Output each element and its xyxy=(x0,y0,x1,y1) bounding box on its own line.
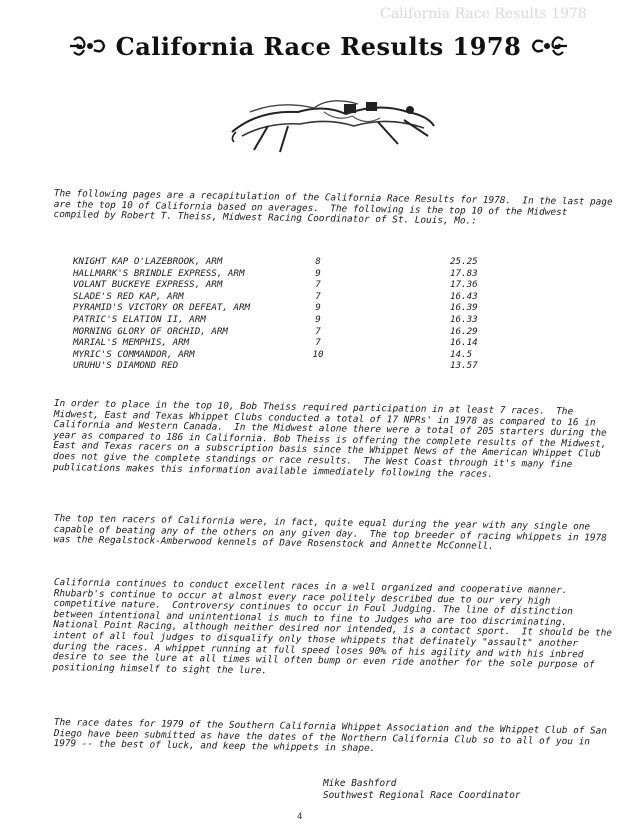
table-row xyxy=(73,337,513,349)
race-count: 7 xyxy=(315,337,321,349)
race-count: 7 xyxy=(315,325,321,337)
average-score: 16.14 xyxy=(450,337,478,349)
left-flourish-icon xyxy=(68,34,106,58)
average-score: 17.83 xyxy=(450,267,478,279)
race-count: 10 xyxy=(312,348,324,360)
dog-name: URUHU'S DIAMOND RED xyxy=(73,360,179,372)
dog-name: PATRIC'S ELATION II, ARM xyxy=(73,313,206,325)
page-title: California Race Results 1978 xyxy=(115,31,522,61)
race-count: 9 xyxy=(315,302,321,314)
race-count: 8 xyxy=(315,256,321,267)
table-row xyxy=(73,256,513,268)
dog-name: MYRIC'S COMMANDOR, ARM xyxy=(73,348,195,360)
race-count: 9 xyxy=(315,313,321,325)
right-flourish-icon xyxy=(531,34,569,58)
race-count: 7 xyxy=(315,279,321,291)
signature-name: Mike Bashford xyxy=(323,778,397,789)
average-score: 25.25 xyxy=(450,256,478,267)
table-row xyxy=(73,291,513,303)
racing-whippets-illustration xyxy=(228,92,438,154)
average-score: 13.57 xyxy=(450,360,478,372)
page-number: 4 xyxy=(297,812,303,822)
body-paragraph: The race dates for 1979 of the Southern California Whippet Association and the Whippet Club of San Diego have been submitted as have the dates of the Northern California Club so to all of you in 1979 -- the best of luck, and keep the whippets in shape. xyxy=(53,717,613,755)
average-score: 14.5 xyxy=(450,348,473,360)
average-score: 16.43 xyxy=(450,290,478,302)
race-count: 9 xyxy=(315,267,321,279)
body-paragraph: The top ten racers of California were, in fact, quite equal during the year with any single one capable of beating any of the others on any given day. The top breeder of racing whippets in 1978 was the Regalstock-Amberwood kennels of Dave Rosenstock and Annette McConnell. xyxy=(53,513,613,553)
table-row xyxy=(73,302,513,314)
midwest-top-ten-table xyxy=(73,256,513,372)
average-score: 17.36 xyxy=(450,279,478,291)
intro-paragraph: The following pages are a recapitulation of the California Race Results for 1978. In the last page are the top 10 of California based on averages. The following is the top 10 of the Midwest compiled by Robert T. Theiss, Midwest Racing Coordinator of St. Louis, Mo.: xyxy=(53,188,619,227)
dog-name: MORNING GLORY OF ORCHID, ARM xyxy=(73,325,228,337)
dog-name: KNIGHT KAP O'LAZEBROOK, ARM xyxy=(73,256,223,267)
dog-name: VOLANT BUCKEYE EXPRESS, ARM xyxy=(73,279,223,291)
average-score: 16.33 xyxy=(450,313,478,325)
table-row xyxy=(73,314,513,326)
dog-name: HALLMARK'S BRINDLE EXPRESS, ARM xyxy=(73,267,245,279)
race-count: 7 xyxy=(315,290,321,302)
signature-role: Southwest Regional Race Coordinator xyxy=(323,790,521,801)
table-row xyxy=(73,349,513,361)
dog-name: MARIAL'S MEMPHIS, ARM xyxy=(73,337,190,349)
body-paragraph: California continues to conduct excellent races in a well organized and cooperative manner. Rhubarb's continue to occur at almost every race politely described due to our very high competitive nature. Controversy continues to occur in Foul Judging. The line of distinction between intentional and unintentional is much to fine to Judges who are too discriminating. National Point Racing, although neither desired nor intended, is a contact sport. It should be the intent of all foul judges to disqualify only those whippets that definately "assault" another during the races. A whippet running at full speed loses 90% of his agility and with his inbred desire to see the lure at all times will often bump or even ride another for the sole purpose of positioning himself to sight the lure. xyxy=(52,577,618,677)
average-score: 16.29 xyxy=(450,325,478,337)
dog-name: PYRAMID'S VICTORY OR DEFEAT, ARM xyxy=(73,302,251,314)
table-row xyxy=(73,360,513,372)
table-row xyxy=(73,326,513,338)
page-header xyxy=(0,26,637,66)
signature-block xyxy=(323,778,521,802)
table-row xyxy=(73,279,513,291)
body-paragraph: In order to place in the top 10, Bob Theiss required participation in at least 7 races. The Midwest, East and Texas Whippet Clubs conducted a total of 17 NPRs' in 1978 as compared to 16 in California and Western Canada. In the Midwest alone there were a total of 205 starters during the year as compared to 186 in California. Bob Theiss is offering the complete results of the Midwest, East and Texas racers on a subscription basis since the Whippet News of the American Whippet Club does not give the complete standings or race results. The West Coast through it's many fine publications makes this information available immediately following the races. xyxy=(52,398,613,480)
table-row xyxy=(73,268,513,280)
average-score: 16.39 xyxy=(450,302,478,314)
bleed-through-text: California Race Results 1978 xyxy=(380,6,587,22)
dog-name: SLADE'S RED KAP, ARM xyxy=(73,290,184,302)
